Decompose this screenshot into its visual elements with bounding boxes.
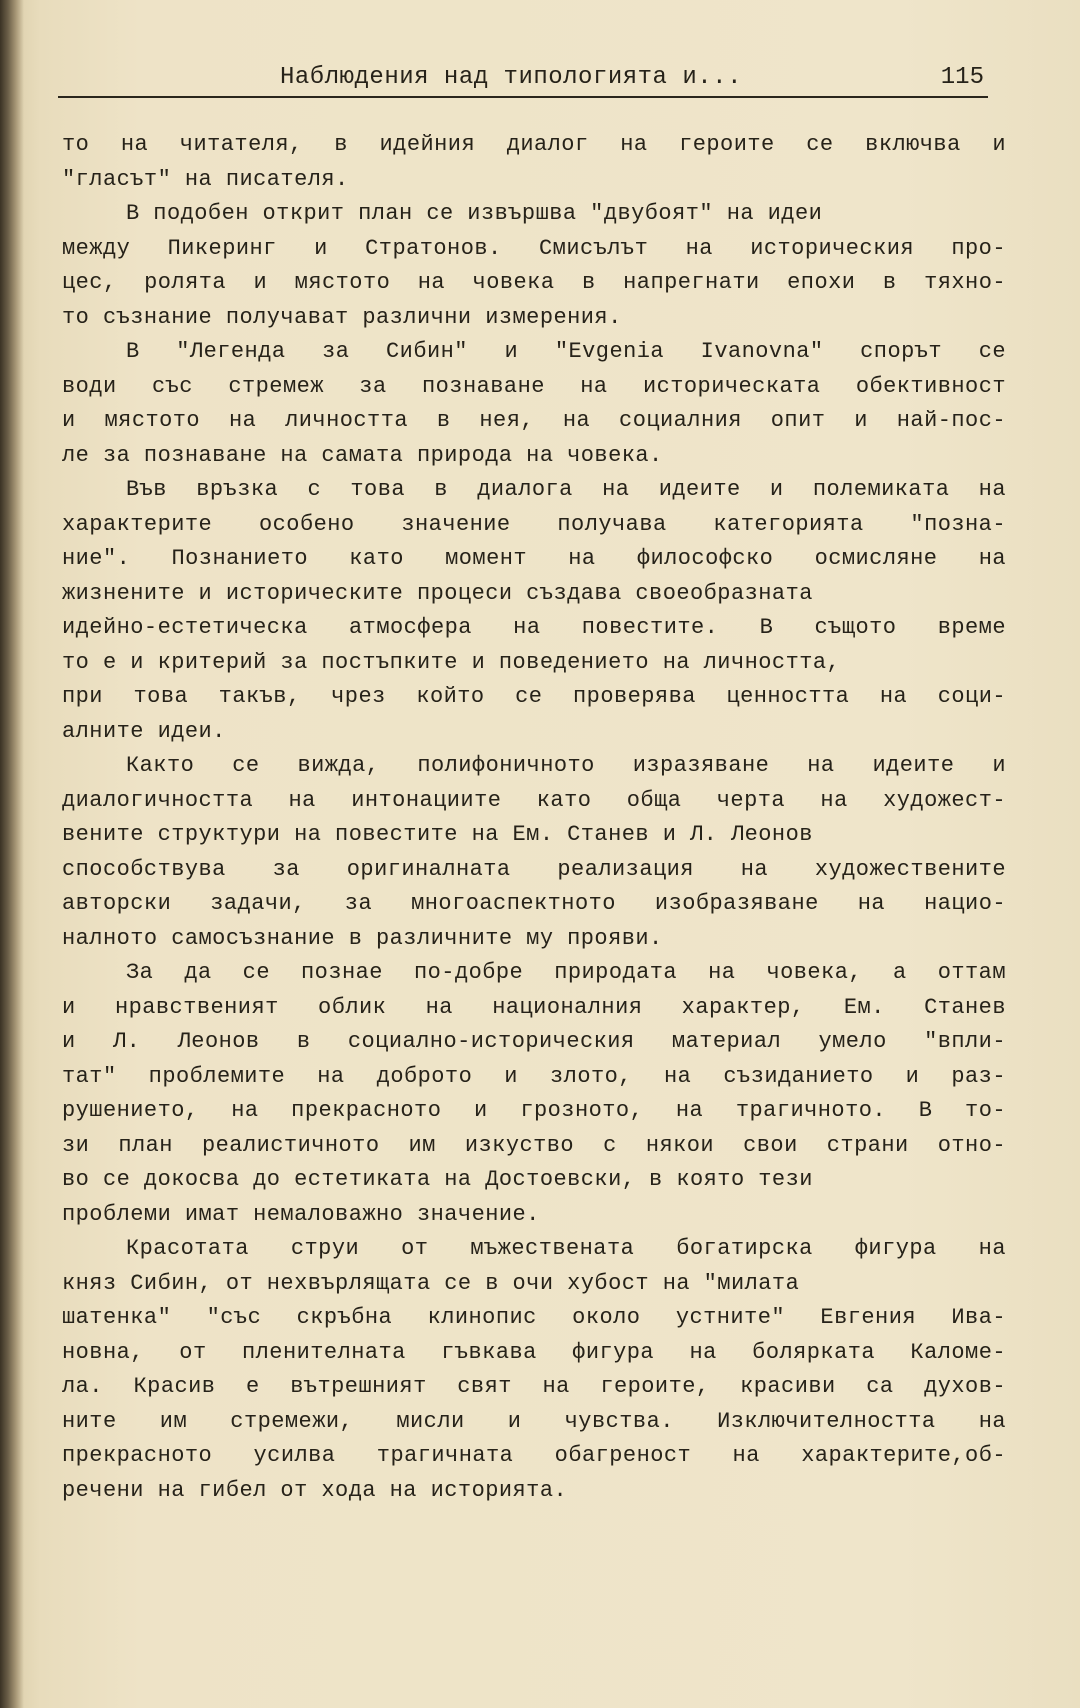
text-line: алните идеи. [62, 718, 226, 744]
text-line: и Л. Леонов в социално-историческия материал умело "впли- [62, 1029, 1006, 1054]
text-line: то е и критерий за постъпките и поведението на личността, [62, 649, 841, 675]
text-line: то на читателя, в идейния диалог на героите се включва и [62, 132, 1006, 157]
text-line: "гласът" на писателя. [62, 166, 349, 192]
text-line: жизнените и историческите процеси създава своеобразната [62, 580, 813, 606]
text-line: ните им стремежи, мисли и чувства. Изключителността на [62, 1408, 1006, 1434]
text-line: между Пикеринг и Стратонов. Смисълът на историческия про- [62, 235, 1006, 261]
text-line: диалогичността на интонациите като обща черта на художест- [62, 787, 1006, 813]
text-line: налното самосъзнание в различните му прояви. [62, 925, 663, 951]
text-line: во се докосва до естетиката на Достоевски, в която тези [62, 1167, 813, 1192]
text-line: рушението, на прекрасното и грозното, на трагичното. В то- [62, 1098, 1006, 1123]
text-line: новна, от пленителната гъвкава фигура на болярката Каломе- [62, 1339, 1006, 1365]
text-line: проблеми имат немаловажно значение. [62, 1201, 540, 1227]
text-line: зи план реалистичното им изкуство с някои свои страни отно- [62, 1132, 1006, 1158]
text-line: Красотата струи от мъжествената богатирска фигура на [126, 1236, 1006, 1261]
page-number: 115 [940, 64, 984, 91]
text-line: ле за познаване на самата природа на човека. [62, 442, 663, 468]
text-line: речени на гибел от хода на историята. [62, 1477, 568, 1503]
text-line: Във връзка с това в диалога на идеите и полемиката на [126, 477, 1006, 502]
text-line: За да се познае по-добре природата на човека, а оттам [126, 960, 1006, 985]
text-line: води със стремеж за познаване на историческата обективност [62, 373, 1006, 399]
text-line: характерите особено значение получава категорията "позна- [62, 511, 1006, 537]
text-line: ние". Познанието като момент на философско осмисляне на [62, 546, 1006, 571]
text-line: ла. Красив е вътрешният свят на героите, красиви са духов- [62, 1374, 1006, 1399]
running-header [58, 60, 988, 98]
text-line: то съзнание получават различни измерения. [62, 304, 622, 330]
text-line: и мястото на личността в нея, на социалния опит и най-пос- [62, 408, 1006, 433]
text-line: В "Легенда за Сибин" и "Еvgenia Ivanovna" спорът се [126, 339, 1006, 364]
text-line: вените структури на повестите на Ем. Станев и Л. Леонов [62, 822, 813, 847]
text-line: прекрасното усилва трагичната обагреност на характерите,об- [62, 1443, 1006, 1468]
text-line: княз Сибин, от нехвърлящата се в очи хубост на "милата [62, 1270, 800, 1296]
text-line: шатенка" "със скръбна клинопис около устните" Евгения Ива- [62, 1305, 1006, 1330]
text-line: способствува за оригиналната реализация на художествените [62, 856, 1006, 882]
text-line: и нравственият облик на националния характер, Ем. Станев [62, 994, 1006, 1020]
text-line: при това такъв, чрез който се проверява ценността на соци- [62, 684, 1006, 709]
book-spine-shadow [0, 0, 24, 1708]
text-line: тат" проблемите на доброто и злото, на съзиданието и раз- [62, 1063, 1006, 1089]
running-title: Наблюдения над типологията и... [280, 64, 742, 91]
text-line: идейно-естетическа атмосфера на повестите. В същото време [62, 615, 1006, 640]
text-line: В подобен открит план се извършва "двубоят" на идеи [126, 201, 823, 226]
text-line: Както се вижда, полифоничното изразяване на идеите и [126, 753, 1006, 778]
body-text [62, 128, 1006, 1508]
text-line: цес, ролята и мястото на човека в напрегнати епохи в тяхно- [62, 270, 1006, 295]
text-line: авторски задачи, за многоаспектното изобразяване на нацио- [62, 891, 1006, 916]
